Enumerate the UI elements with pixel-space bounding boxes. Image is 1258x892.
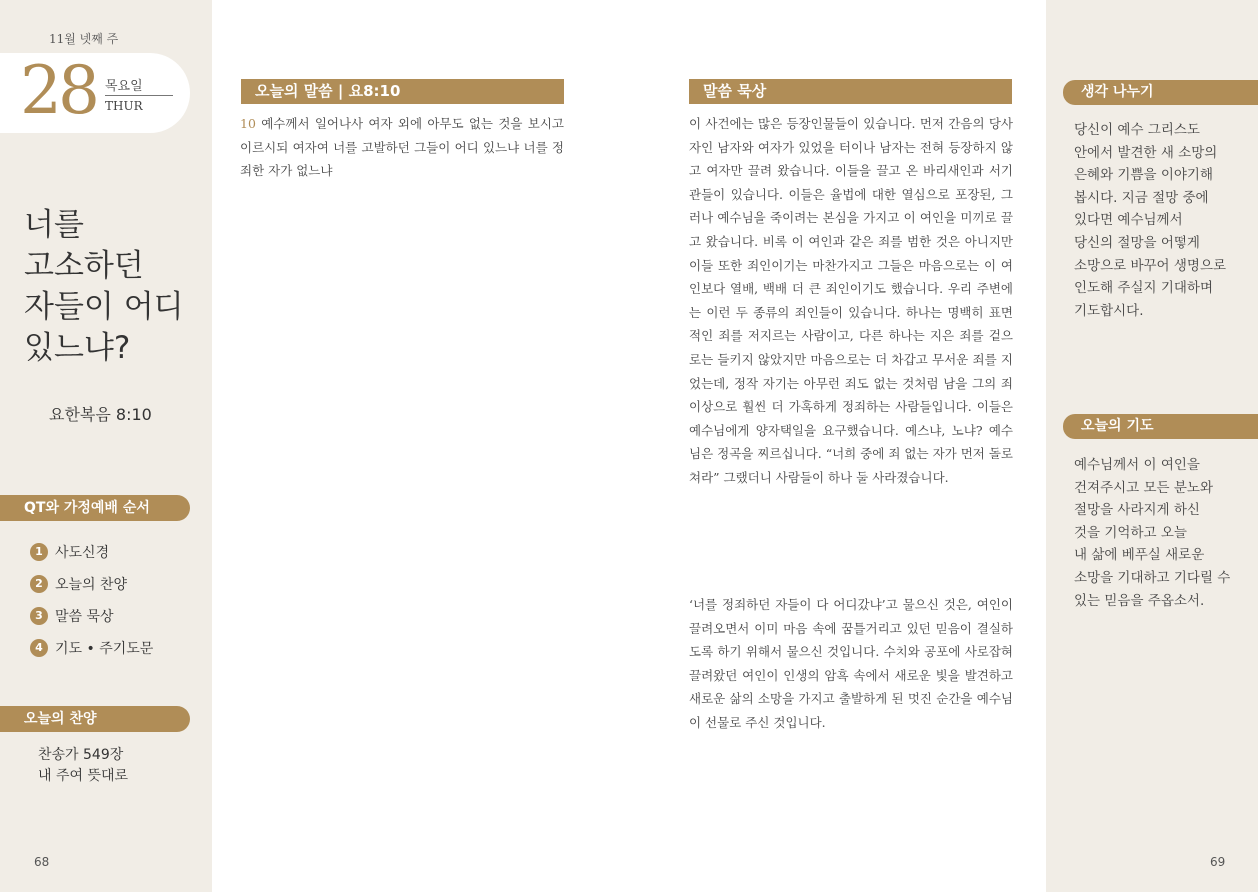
meditation-paragraph: ‘너를 정죄하던 자들이 다 어디갔냐’고 물으신 것은, 여인이 끌려오면서 이미 마음 속에 꿈틀거리고 있던 믿음이 결실하도록 하기 위해서 물으신 것입니다. 수치와 공포에 사로잡혀 끌려왔던 여인이 인생의 암흑 속에서 새로운 빛을 발견하고 새로운 삶의 소망을 가지고 출발하게 된 멋진 순간을 예수님이 선물로 주신 것입니다. [689,597,1013,730]
todays-word-heading: 오늘의 말씀 | 요8:10 [241,79,564,104]
number-circle-icon: 2 [30,575,48,593]
date-divider [105,95,173,96]
number-circle-icon: 4 [30,639,48,657]
meditation-paragraph: 이 사건에는 많은 등장인물들이 있습니다. 먼저 간음의 당사자인 남자와 여자가 있었을 터이나 남자는 전혀 등장하지 않고 여자만 끌려 왔습니다. 이들을 끌고 온 바리새인과 서기관들이 있습니다. 이들은 율법에 대한 열심으로 포장된, 그러나 예수님을 죽이려는 본심을 가지고 이 여인을 미끼로 끌고 왔습니다. 비록 이 여인과 같은 죄를 범한 것은 아니지만 이들 또한 죄인이기는 마찬가지고 그들은 마음으로는 이 여인보다 열배, 백배 더 큰 죄인이기도 했습니다. 우리 주변에는 이런 두 종류의 죄인들이 있습니다. 하나는 명백히 표면적인 죄를 저지르는 사람이고, 다른 하나는 지은 죄를 겉으로는 들키지 않았지만 마음으로는 더 차갑고 무서운 죄를 지었는데, 정작 자기는 아무런 죄도 없는 것처럼 남을 그의 죄 이상으로 훨씬 더 가혹하게 정죄하는 사람들입니다. 이들은 예수님에게 양자택일을 요구했습니다. 예스냐, 노냐? 예수님은 정곡을 찌르십니다. “너희 중에 죄 없는 자가 먼저 돌로 쳐라” 그랬더니 사람들이 하나 둘 사라졌습니다. [689,116,1013,485]
meditation-heading: 말씀 묵상 [689,79,1012,104]
day-english: THUR [105,99,143,113]
order-item [30,542,109,562]
hymn-heading: 오늘의 찬양 [0,706,190,732]
prayer-text: 예수님께서 이 여인을 건져주시고 모든 분노와 절망을 사라지게 하신 것을 기억하고 오늘 내 삶에 베푸실 새로운 소망을 기대하고 기다릴 수 있는 믿음을 주옵소서. [1074,457,1231,609]
order-item [30,574,127,594]
sharing-heading: 생각 나누기 [1063,80,1258,105]
page-number-left: 68 [34,855,50,869]
page-number-right: 69 [1210,855,1226,869]
hymn-number: 찬송가 549장 [38,747,124,763]
title-line: 있느냐? [24,330,131,366]
number-circle-icon: 3 [30,607,48,625]
order-item-label: 기도 • 주기도문 [55,641,154,657]
verse-text [240,112,564,183]
title-line: 고소하던 [24,248,144,284]
prayer-heading: 오늘의 기도 [1063,414,1258,439]
date-badge [0,53,190,133]
order-item-label: 말씀 묵상 [55,609,114,625]
week-label: 11월 넷째 주 [49,32,119,46]
scripture-reference: 요한복음 8:10 [49,405,152,424]
verse-number: 10 [240,116,256,131]
title-line: 자들이 어디 [24,289,184,325]
order-item [30,606,114,626]
left-sidebar [0,0,212,892]
page-title [24,205,204,369]
sharing-text: 당신이 예수 그리스도 안에서 발견한 새 소망의 은혜와 기쁨을 이야기해 봅시다. 지금 절망 중에 있다면 예수님께서 당신의 절망을 어떻게 소망으로 바꾸어 생명으로 인도해 주실지 기대하며 기도합시다. [1074,122,1227,319]
day-korean: 목요일 [105,79,143,94]
order-item-label: 오늘의 찬양 [55,577,128,593]
hymn-title: 내 주여 뜻대로 [38,768,129,784]
title-line: 너를 [24,207,84,243]
number-circle-icon: 1 [30,543,48,561]
verse-body: 예수께서 일어나사 여자 외에 아무도 없는 것을 보시고 이르시되 여자여 너를 고발하던 그들이 어디 있느냐 너를 정죄한 자가 없느냐 [240,116,564,178]
order-item-label: 사도신경 [55,545,110,561]
order-heading: QT와 가정예배 순서 [0,495,190,521]
order-item [30,638,153,658]
date-number: 28 [20,52,96,129]
